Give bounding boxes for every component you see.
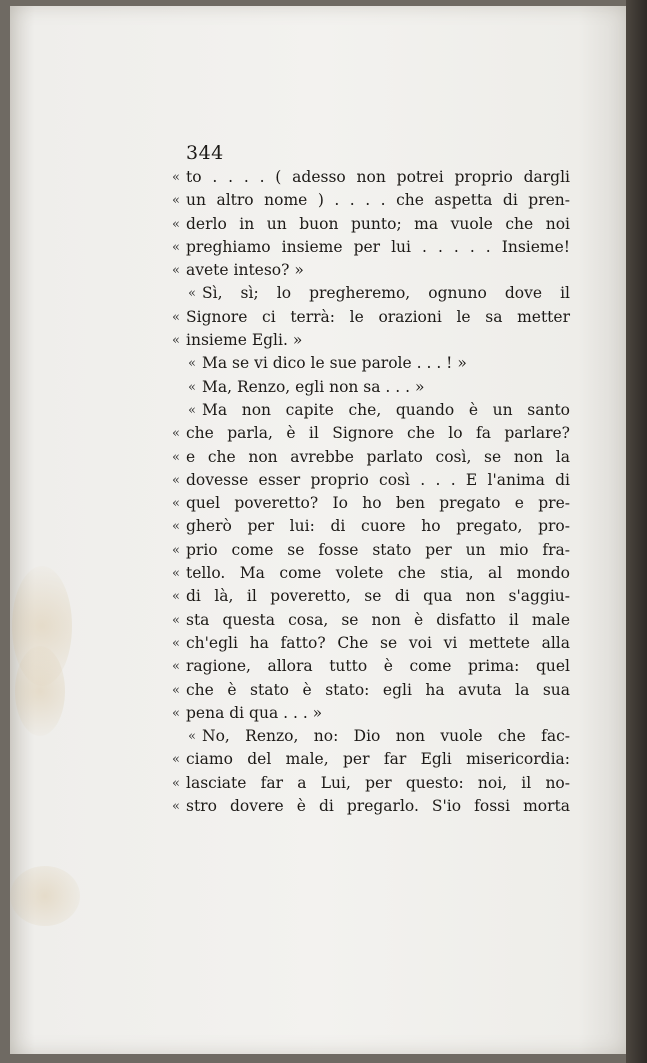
- quote-marker: «: [172, 333, 180, 349]
- paper-stain: [10, 866, 80, 926]
- quote-marker: «: [188, 379, 196, 395]
- text-lines: [172, 166, 570, 818]
- line-text: di là, il poveretto, se di qua non s'aggiu-: [186, 587, 570, 606]
- quote-marker: «: [188, 402, 196, 418]
- quote-marker: «: [188, 286, 196, 302]
- text-line: [172, 748, 570, 771]
- line-text: Sì, sì; lo pregheremo, ognuno dove il: [202, 284, 570, 303]
- text-line: [172, 795, 570, 818]
- book-edge: [626, 0, 647, 1063]
- line-text: tello. Ma come volete che stia, al mondo: [186, 564, 570, 583]
- line-text: derlo in un buon punto; ma vuole che noi: [186, 214, 570, 233]
- text-line: [172, 655, 570, 678]
- line-text: pena di qua . . . »: [186, 703, 323, 722]
- text-line: [186, 282, 570, 305]
- text-line: [172, 422, 570, 445]
- line-text: stro dovere è di pregarlo. S'io fossi morta: [186, 797, 570, 816]
- line-text: Ma, Renzo, egli non sa . . . »: [202, 377, 425, 396]
- text-line: [186, 725, 570, 748]
- quote-marker: «: [172, 216, 180, 232]
- text-line: [172, 469, 570, 492]
- quote-marker: «: [188, 729, 196, 745]
- quote-marker: «: [188, 356, 196, 372]
- text-line: [172, 679, 570, 702]
- line-text: un altro nome ) . . . . che aspetta di pren-: [186, 191, 570, 210]
- text-line: [186, 399, 570, 422]
- quote-marker: «: [172, 472, 180, 488]
- line-text: Signore ci terrà: le orazioni le sa metter: [186, 307, 570, 326]
- quote-marker: «: [172, 635, 180, 651]
- quote-marker: «: [172, 705, 180, 721]
- quote-marker: «: [172, 496, 180, 512]
- quote-marker: «: [172, 612, 180, 628]
- line-text: ch'egli ha fatto? Che se voi vi mettete alla: [186, 633, 570, 652]
- text-line: [172, 632, 570, 655]
- text-line: [172, 492, 570, 515]
- line-text: No, Renzo, no: Dio non vuole che fac-: [202, 727, 570, 746]
- quote-marker: «: [172, 589, 180, 605]
- line-text: to . . . . ( adesso non potrei proprio dargli: [186, 168, 570, 186]
- text-line: [172, 609, 570, 632]
- quote-marker: «: [172, 542, 180, 558]
- text-line: [172, 166, 570, 189]
- text-line: [172, 585, 570, 608]
- quote-marker: «: [172, 566, 180, 582]
- line-text: preghiamo insieme per lui . . . . . Insieme!: [186, 237, 570, 256]
- text-line: [172, 702, 570, 725]
- text-line: [186, 376, 570, 399]
- line-text: gherò per lui: di cuore ho pregato, pro-: [186, 517, 570, 536]
- quote-marker: «: [172, 519, 180, 535]
- line-text: lasciate far a Lui, per questo: noi, il no-: [186, 773, 570, 792]
- quote-marker: «: [172, 426, 180, 442]
- line-text: Ma se vi dico le sue parole . . . ! »: [202, 354, 467, 373]
- text-line: [172, 446, 570, 469]
- line-text: ragione, allora tutto è come prima: quel: [186, 657, 570, 676]
- text-line: [186, 352, 570, 375]
- quote-marker: «: [172, 193, 180, 209]
- quote-marker: «: [172, 239, 180, 255]
- text-line: [172, 562, 570, 585]
- line-text: che parla, è il Signore che lo fa parlare?: [186, 424, 570, 443]
- line-text: prio come se fosse stato per un mio fra-: [186, 540, 570, 559]
- quote-marker: «: [172, 659, 180, 675]
- line-text: che è stato è stato: egli ha avuta la sua: [186, 680, 570, 699]
- line-text: insieme Egli. »: [186, 331, 303, 350]
- page-number: 344: [186, 142, 224, 164]
- quote-marker: «: [172, 263, 180, 279]
- text-line: [172, 515, 570, 538]
- line-text: quel poveretto? Io ho ben pregato e pre-: [186, 494, 570, 513]
- line-text: ciamo del male, per far Egli misericordia:: [186, 750, 570, 769]
- line-text: e che non avrebbe parlato così, se non la: [186, 447, 570, 466]
- quote-marker: «: [172, 682, 180, 698]
- line-text: Ma non capite che, quando è un santo: [202, 400, 570, 419]
- quote-marker: «: [172, 775, 180, 791]
- line-text: avete inteso? »: [186, 261, 304, 280]
- quote-marker: «: [172, 799, 180, 815]
- text-block: [172, 142, 570, 818]
- line-text: sta questa cosa, se non è disfatto il male: [186, 610, 570, 629]
- quote-marker: «: [172, 170, 180, 185]
- paper-stain: [15, 646, 65, 736]
- quote-marker: «: [172, 449, 180, 465]
- line-text: dovesse esser proprio così . . . E l'anima di: [186, 470, 570, 489]
- text-line: [172, 189, 570, 212]
- text-line: [172, 539, 570, 562]
- text-line: [172, 772, 570, 795]
- text-line: [172, 236, 570, 259]
- text-line: [172, 306, 570, 329]
- text-line: [172, 329, 570, 352]
- text-line: [172, 259, 570, 282]
- text-line: [172, 213, 570, 236]
- quote-marker: «: [172, 309, 180, 325]
- quote-marker: «: [172, 752, 180, 768]
